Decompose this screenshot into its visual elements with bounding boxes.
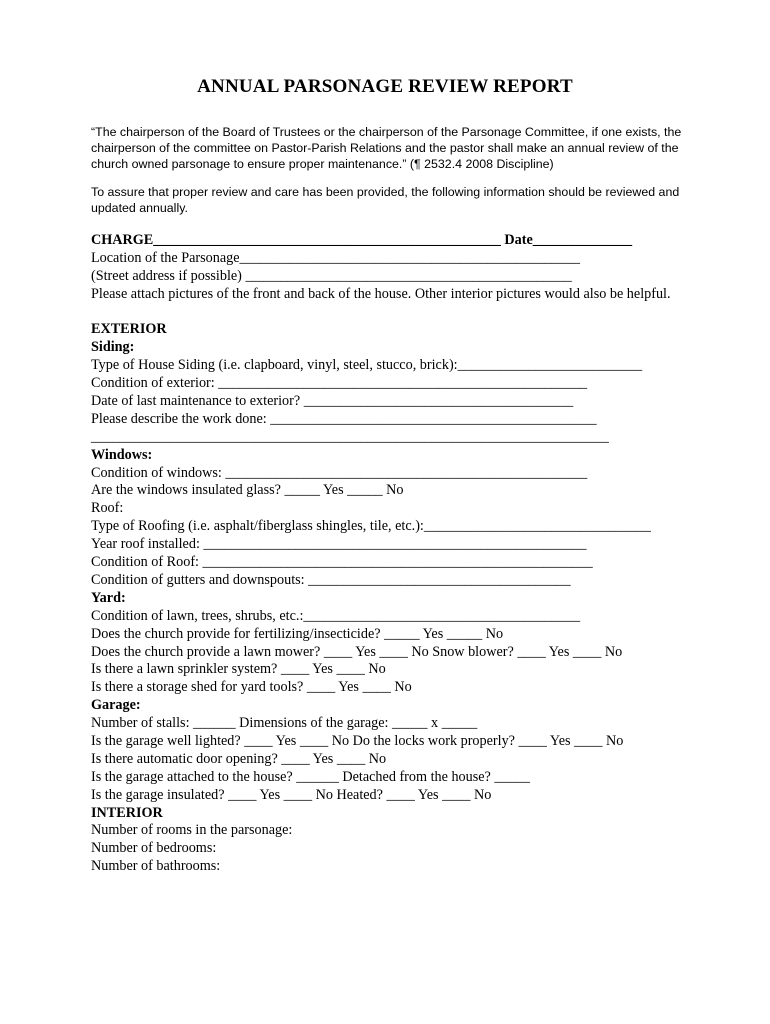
sprinkler-line[interactable]: Is there a lawn sprinkler system? ____ Yes ____ No xyxy=(91,661,386,678)
roof-heading: Roof: xyxy=(91,500,124,517)
gutters-line[interactable]: Condition of gutters and downspouts: _____________________________________ xyxy=(91,571,571,588)
roof-condition-line[interactable]: Condition of Roof: _______________________________________________________ xyxy=(91,554,593,571)
insulated-glass-line[interactable]: Are the windows insulated glass? _____ Yes _____ No xyxy=(91,482,404,499)
work-done-line[interactable]: Please describe the work done: ______________________________________________ xyxy=(91,410,597,427)
siding-type-line[interactable]: Type of House Siding (i.e. clapboard, vinyl, steel, stucco, brick):__________________________ xyxy=(91,357,643,374)
street-address-line[interactable]: (Street address if possible) ______________________________________________ xyxy=(91,267,572,284)
garage-lighted-line[interactable]: Is the garage well lighted? ____ Yes ____ No Do the locks work properly? ____ Yes ____ No xyxy=(91,732,624,749)
mower-line[interactable]: Does the church provide a lawn mower? ____ Yes ____ No Snow blower? ____ Yes ____ No xyxy=(91,643,623,660)
automatic-door-line[interactable]: Is there automatic door opening? ____ Yes ____ No xyxy=(91,750,387,767)
roof-year-line[interactable]: Year roof installed: ______________________________________________________ xyxy=(91,536,587,553)
windows-heading: Windows: xyxy=(91,446,153,463)
bathrooms-line[interactable]: Number of bathrooms: xyxy=(91,858,221,875)
garage-heading: Garage: xyxy=(91,697,141,714)
yard-heading: Yard: xyxy=(91,589,126,606)
charge-line[interactable]: CHARGE_________________________________________________ Date______________ xyxy=(91,232,633,248)
stalls-line[interactable]: Number of stalls: ______ Dimensions of the garage: _____ x _____ xyxy=(91,715,478,732)
spacer xyxy=(91,304,691,322)
garage-attached-line[interactable]: Is the garage attached to the house? ______ Detached from the house? _____ xyxy=(91,768,530,785)
work-done-blank-line[interactable]: _________________________________________________________________________ xyxy=(91,428,609,445)
lawn-condition-line[interactable]: Condition of lawn, trees, shrubs, etc.:_______________________________________ xyxy=(91,607,581,624)
attach-pictures-note: Please attach pictures of the front and back of the house. Other interior pictures would also be helpful. xyxy=(91,285,671,302)
exterior-heading: EXTERIOR xyxy=(91,321,167,338)
garage-insulated-line[interactable]: Is the garage insulated? ____ Yes ____ No Heated? ____ Yes ____ No xyxy=(91,786,492,803)
rooms-line[interactable]: Number of rooms in the parsonage: xyxy=(91,822,293,839)
windows-condition-line[interactable]: Condition of windows: ___________________________________________________ xyxy=(91,464,588,481)
bedrooms-line[interactable]: Number of bedrooms: xyxy=(91,840,217,857)
review-form xyxy=(91,232,691,876)
last-maintenance-line[interactable]: Date of last maintenance to exterior? ______________________________________ xyxy=(91,393,574,410)
exterior-condition-line[interactable]: Condition of exterior: ____________________________________________________ xyxy=(91,375,588,392)
intro-paragraph: To assure that proper review and care has been provided, the following information should be reviewed and updated annually. xyxy=(91,185,680,216)
discipline-quote: “The chairperson of the Board of Trustees or the chairperson of the Parsonage Committee, if one exists, the chairperson of the committee on Pastor-Parish Relations and the pastor shall make an annual review of the church owned parsonage to ensure proper maintenance.” (¶ 2532.4 2008 Discipline) xyxy=(91,125,682,172)
document-title: ANNUAL PARSONAGE REVIEW REPORT xyxy=(197,76,573,97)
location-line[interactable]: Location of the Parsonage________________________________________________ xyxy=(91,249,581,266)
fertilizing-line[interactable]: Does the church provide for fertilizing/insecticide? _____ Yes _____ No xyxy=(91,625,504,642)
roofing-type-line[interactable]: Type of Roofing (i.e. asphalt/fiberglass shingles, tile, etc.):________________________________ xyxy=(91,518,651,535)
interior-heading: INTERIOR xyxy=(91,804,163,821)
storage-shed-line[interactable]: Is there a storage shed for yard tools? ____ Yes ____ No xyxy=(91,679,412,696)
siding-heading: Siding: xyxy=(91,339,135,356)
